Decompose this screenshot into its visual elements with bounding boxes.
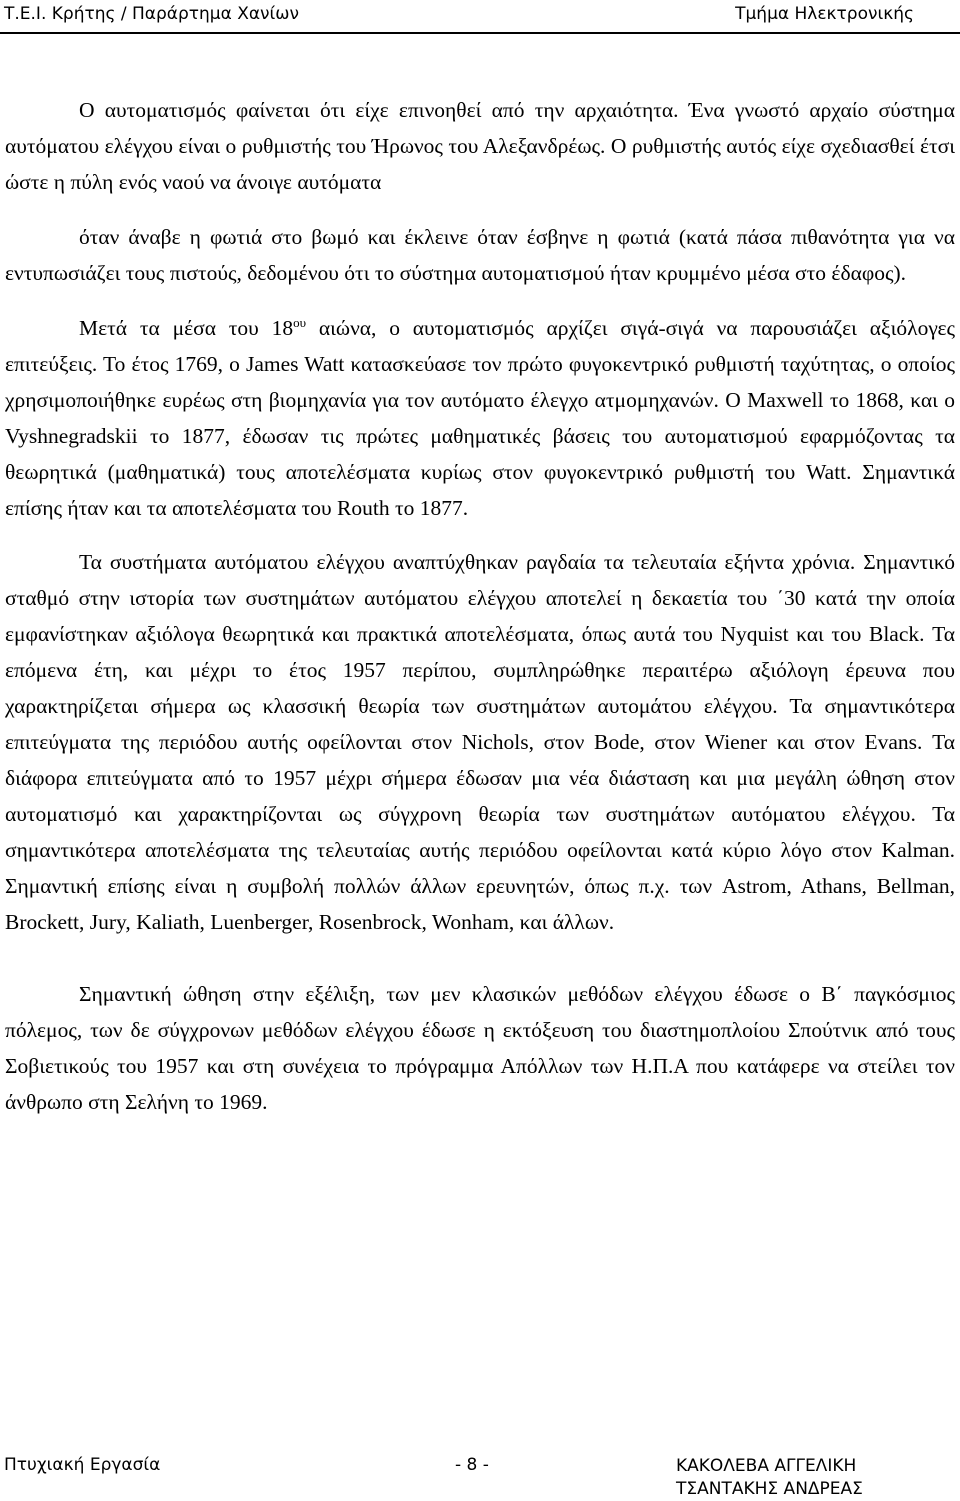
author-name: ΤΣΑΝΤΑΚΗΣ ΑΝΔΡΕΑΣ [676, 1479, 863, 1499]
paragraph-2: όταν άναβε η φωτιά στο βωμό και έκλεινε όταν έσβηνε η φωτιά (κατά πάσα πιθανότητα για να εντυπωσιάζει τους πιστούς, δεδομένου ότι το σύστημα αυτοματισμού ήταν κρυμμένο μέσα στο έδαφος). [5, 225, 955, 285]
paragraph-3 [5, 310, 955, 526]
paragraph-3-lead: Μετά τα μέσα του 18 [79, 316, 294, 340]
header-department: Τμήμα Ηλεκτρονικής [735, 4, 914, 24]
paragraph-3-rest: αιώνα, ο αυτοματισμός αρχίζει σιγά-σιγά να παρουσιάζει αξιόλογες επιτεύξεις. Το έτος 1769, ο James Watt κατασκεύασε τον πρώτο φυγοκεντρικό ρυθμιστή ταχύτητας, ο οποίος χρησιμοποιήθηκε ευρέως στη βιομηχανία για τον αυτόματο έλεγχο ατμομηχανών. Ο Maxwell το 1868, και ο Vyshnegradskii το 1877, έδωσαν τις πρώτες μαθηματικές βάσεις του αυτοματισμού εφαρμόζοντας τα θεωρητικά (μαθηματικά) τους αποτελέσματα κυρίως στον φυγοκεντρικό ρυθμιστή του Watt. Σημαντικά επίσης ήταν και τα αποτελέσματα του Routh το 1877. [5, 316, 955, 520]
page-header [0, 0, 960, 36]
footer-authors [676, 1455, 863, 1501]
author-name: ΚΑΚΟΛΕΒΑ ΑΓΓΕΛΙΚΗ [676, 1456, 857, 1476]
header-institution: Τ.Ε.Ι. Κρήτης / Παράρτημα Χανίων [4, 4, 300, 24]
page-footer [0, 1452, 960, 1500]
footer-document-type: Πτυχιακή Εργασία [4, 1455, 161, 1475]
paragraph-5: Σημαντική ώθηση στην εξέλιξη, των μεν κλασικών μεθόδων ελέγχου έδωσε ο Β΄ παγκόσμιος πόλεμος, των δε σύγχρονων μεθόδων ελέγχου έδωσε η εκτόξευση του διαστημοπλοίου Σπούτνικ από τους Σοβιετικούς του 1957 και στη συνέχεια το πρόγραμμα Απόλλων των Η.Π.Α που κατάφερε να στείλει τον άνθρωπο στη Σελήνη το 1969. [5, 982, 955, 1114]
ordinal-superscript: ου [293, 314, 307, 330]
paragraph-1: Ο αυτοματισμός φαίνεται ότι είχε επινοηθεί από την αρχαιότητα. Ένα γνωστό αρχαίο σύστημα αυτόματου ελέγχου είναι ο ρυθμιστής του Ήρωνος του Αλεξανδρέως. Ο ρυθμιστής αυτός είχε σχεδιασθεί έτσι ώστε η πύλη ενός ναού να άνοιγε αυτόματα [5, 98, 955, 194]
document-body [5, 92, 955, 1120]
page-number: - 8 - [455, 1455, 489, 1475]
header-divider [0, 32, 960, 34]
paragraph-4: Τα συστήματα αυτόματου ελέγχου αναπτύχθηκαν ραγδαία τα τελευταία εξήντα χρόνια. Σημαντικό σταθμό στην ιστορία των συστημάτων αυτόματου ελέγχου αποτελεί η δεκαετία του ΄30 κατά την οποία εμφανίστηκαν αξιόλογα θεωρητικά και πρακτικά αποτελέσματα, όπως αυτά του Nyquist και του Black. Τα επόμενα έτη, και μέχρι το έτος 1957 περίπου, συμπληρώθηκε περαιτέρω αξιόλογη έρευνα που χαρακτηρίζεται σήμερα ως κλασσική θεωρία των συστημάτων αυτομάτου ελέγχου. Τα σημαντικότερα επιτεύγματα της περιόδου αυτής οφείλονται στον Nichols, στον Bode, στον Wiener και στον Evans. Τα διάφορα επιτεύγματα από το 1957 μέχρι σήμερα έδωσαν μια νέα διάσταση και μια μεγάλη ώθηση στον αυτοματισμό και χαρακτηρίζονται ως σύγχρονη θεωρία των συστημάτων αυτόματου ελέγχου. Τα σημαντικότερα αποτελέσματα της τελευταίας αυτής περιόδου οφείλονται κατά κύριο λόγο στον Kalman. Σημαντική επίσης είναι η συμβολή πολλών άλλων ερευνητών, όπως π.χ. των Astrom, Athans, Bellman, Brockett, Jury, Kaliath, Luenberger, Rosenbrock, Wonham, και άλλων. [5, 550, 955, 934]
